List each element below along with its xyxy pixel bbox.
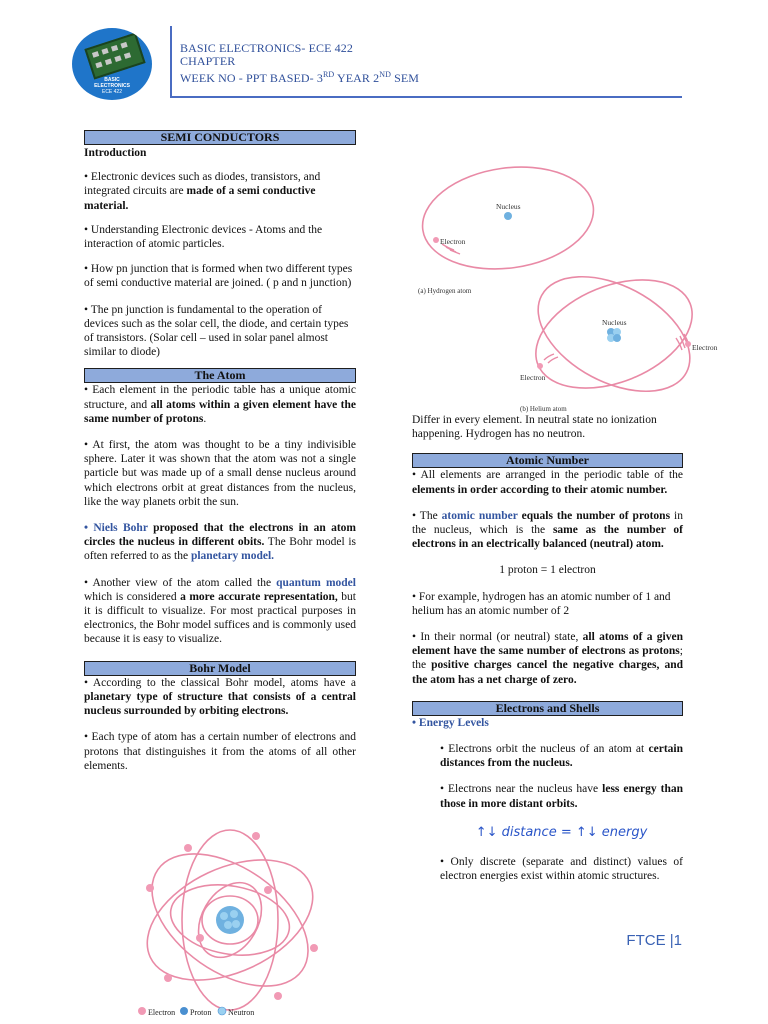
atom-orbit-figure [412,160,722,416]
intro-bullet-4: • The pn junction is fundamental to the operation of devices such as the solar cell, the diode, and certain types of transistors. (Solar cell – used in solar panel almost similar to diode) [84,303,349,359]
bohr-bullet-1: • According to the classical Bohr model, atoms have a planetary type of structure that consists of a central nucleus surrounded by orbiting electrons. [84,676,356,718]
section-bar-bohr: Bohr Model [84,661,356,676]
header-week: WEEK NO - PPT BASED- 3RD YEAR 2ND SEM [180,70,420,85]
document-header [180,42,419,85]
circuit-board-icon [84,32,145,79]
handwritten-note: ↑↓ distance = ↑↓ energy [475,824,648,840]
college-logo [72,28,152,100]
page-footer: FTCE |1 [626,932,682,949]
proton-legend-icon [180,1007,188,1015]
section-bar-atomic-number: Atomic Number [412,453,683,468]
differ-note: Differ in every element. In neutral state no ionization happening. Hydrogen has no neutron. [412,414,657,441]
header-vertical-rule [170,26,172,98]
legend-proton: Proton [190,1008,212,1017]
energy-bullet-1: • Electrons orbit the nucleus of an atom at certain distances from the nucleus. [440,743,683,770]
atom-bullet-3: • Niels Bohr proposed that the electrons in an atom circles the nucleus in different obits. The Bohr model is often referred to as the planetary model. [84,522,356,563]
fig-electron2-label: Electron [692,343,718,352]
intro-bullet-1: • Electronic devices such as diodes, transistors, and integrated circuits are made of a semi conductive material. [84,171,321,212]
fig-caption-hydrogen: (a) Hydrogen atom [418,287,472,295]
electron-legend-icon [138,1007,146,1015]
fig-electron3-label: Electron [520,373,546,382]
header-chapter: CHAPTER [180,54,236,68]
atomic-bullet-3: • For example, hydrogen has an atomic number of 1 and helium has an atomic number of 2 [412,590,671,617]
section-bar-shells: Electrons and Shells [412,701,683,716]
section-bar-semiconductors: SEMI CONDUCTORS [84,130,356,145]
fig-caption-helium: (b) Helium atom [520,405,567,413]
nucleus-icon [216,906,244,934]
right-column [412,413,683,883]
intro-bullet-2: • Understanding Electronic devices - Atoms and the interaction of atomic particles. [84,223,323,251]
atom-bullet-2: • At first, the atom was thought to be a tiny indivisible sphere. Later it was shown that the atom was not a single particle but was made up of a small dense nucleus around which electrons orbit at great distances from the nucleus, like the way planets orbit the sun. [84,439,356,508]
left-column [84,130,356,773]
energy-levels-heading: • Energy Levels [412,716,489,729]
logo-text-2: ELECTRONICS [94,83,130,89]
header-course: BASIC ELECTRONICS- ECE 422 [180,41,353,55]
fig-electron-label: Electron [440,237,466,246]
section-bar-atom: The Atom [84,368,356,383]
header-horizontal-rule [170,96,682,98]
bohr-atom-figure [128,828,328,1024]
hydrogen-electron-icon [433,237,439,243]
atom-bullet-1: • Each element in the periodic table has a unique atomic structure, and all atoms within a given element have the same number of protons. [84,384,356,425]
atomic-bullet-4: • In their normal (or neutral) state, all atoms of a given element have the same number of electrons as protons; the positive charges cancel the negative charges, and the atom has a net charge of zero. [412,631,683,686]
fig-nucleus2-label: Nucleus [602,318,627,327]
intro-bullet-3: • How pn junction that is formed when two different types of semi conductive material are joined. ( p and n junction) [84,263,353,290]
fig-nucleus-label: Nucleus [496,202,521,211]
logo-text-1: BASIC [104,77,120,83]
neutron-legend-icon [218,1007,226,1015]
atomic-bullet-1: • All elements are arranged in the periodic table of the elements in order according to their atomic number. [412,469,683,496]
atom-bullet-4: • Another view of the atom called the quantum model which is considered a more accurate representation, but it is difficult to visualize. For most practical purposes in electronics, the Bohr model suffices and is commonly used because it is easy to visualize. [84,576,356,646]
intro-heading: Introduction [84,147,147,159]
legend-neutron: Neutron [228,1008,255,1017]
atomic-bullet-2: • The atomic number equals the number of protons in the nucleus, which is the same as the number of electrons in an electrically balanced (neutral) atom. [412,509,683,551]
energy-bullet-2: • Electrons near the nucleus have less energy than those in more distant orbits. [440,783,683,810]
proton-equation: 1 proton = 1 electron [499,564,596,577]
energy-levels-list [412,742,683,883]
bohr-bullet-2: • Each type of atom has a certain number of electrons and protons that distinguishes it from the atoms of all other elements. [84,731,356,772]
legend-electron: Electron [148,1008,176,1017]
energy-bullet-3: • Only discrete (separate and distinct) values of electron energies exist within atomic structures. [440,855,683,883]
logo-text-3: ECE 422 [101,89,122,95]
hydrogen-nucleus-icon [504,212,512,220]
